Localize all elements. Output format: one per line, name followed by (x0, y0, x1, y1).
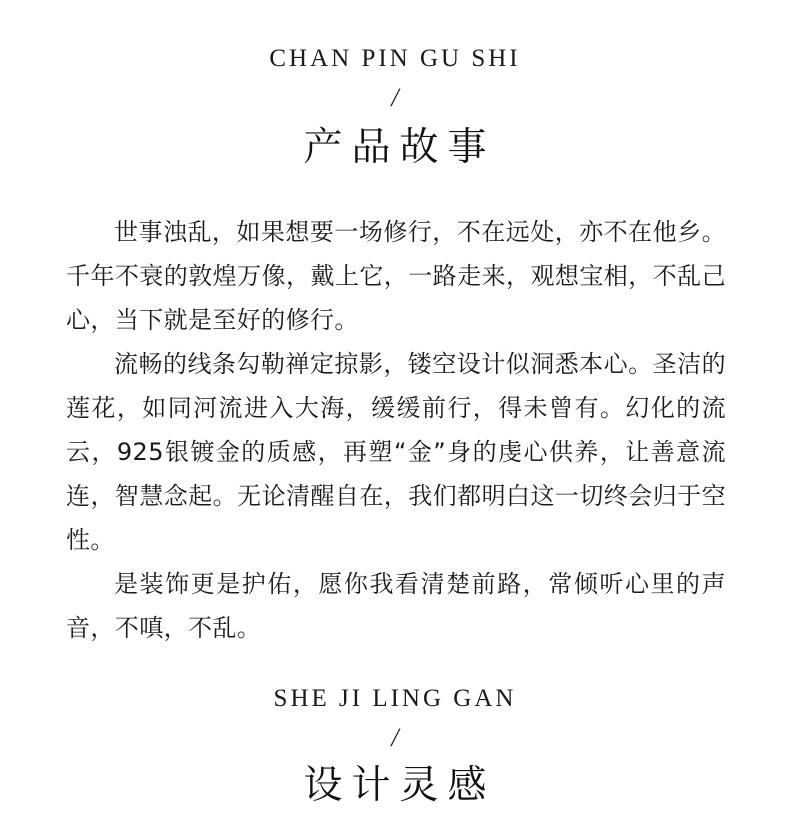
product-story-slash: / (391, 83, 399, 112)
story-paragraph-2: 流畅的线条勾勒禅定掠影，镂空设计似洞悉本心。圣洁的莲花，如同河流进入大海，缓缓前行，得未曾有。幻化的流云，925银镀金的质感，再塑“金”身的虔心供养，让善意流连，智慧念起。无论清醒自在，我们都明白这一切终会归于空性。 (66, 350, 726, 554)
product-story-pinyin: CHAN PIN GU SHI (269, 45, 521, 72)
design-inspiration-title: 设计灵感 (303, 763, 496, 808)
product-story-header (0, 44, 790, 172)
design-inspiration-header (0, 684, 790, 810)
product-story-title: 产品故事 (303, 125, 496, 170)
design-inspiration-pinyin: SHE JI LING GAN (273, 685, 517, 712)
story-paragraph-3: 是装饰更是护佑，愿你我看清楚前路，常倾听心里的声音，不嗔，不乱。 (66, 570, 726, 642)
product-story-body (66, 210, 726, 650)
story-paragraph-1: 世事浊乱，如果想要一场修行，不在远处，亦不在他乡。千年不衰的敦煌万像，戴上它，一路走来，观想宝相，不乱己心，当下就是至好的修行。 (66, 218, 726, 334)
design-inspiration-slash: / (391, 723, 399, 752)
